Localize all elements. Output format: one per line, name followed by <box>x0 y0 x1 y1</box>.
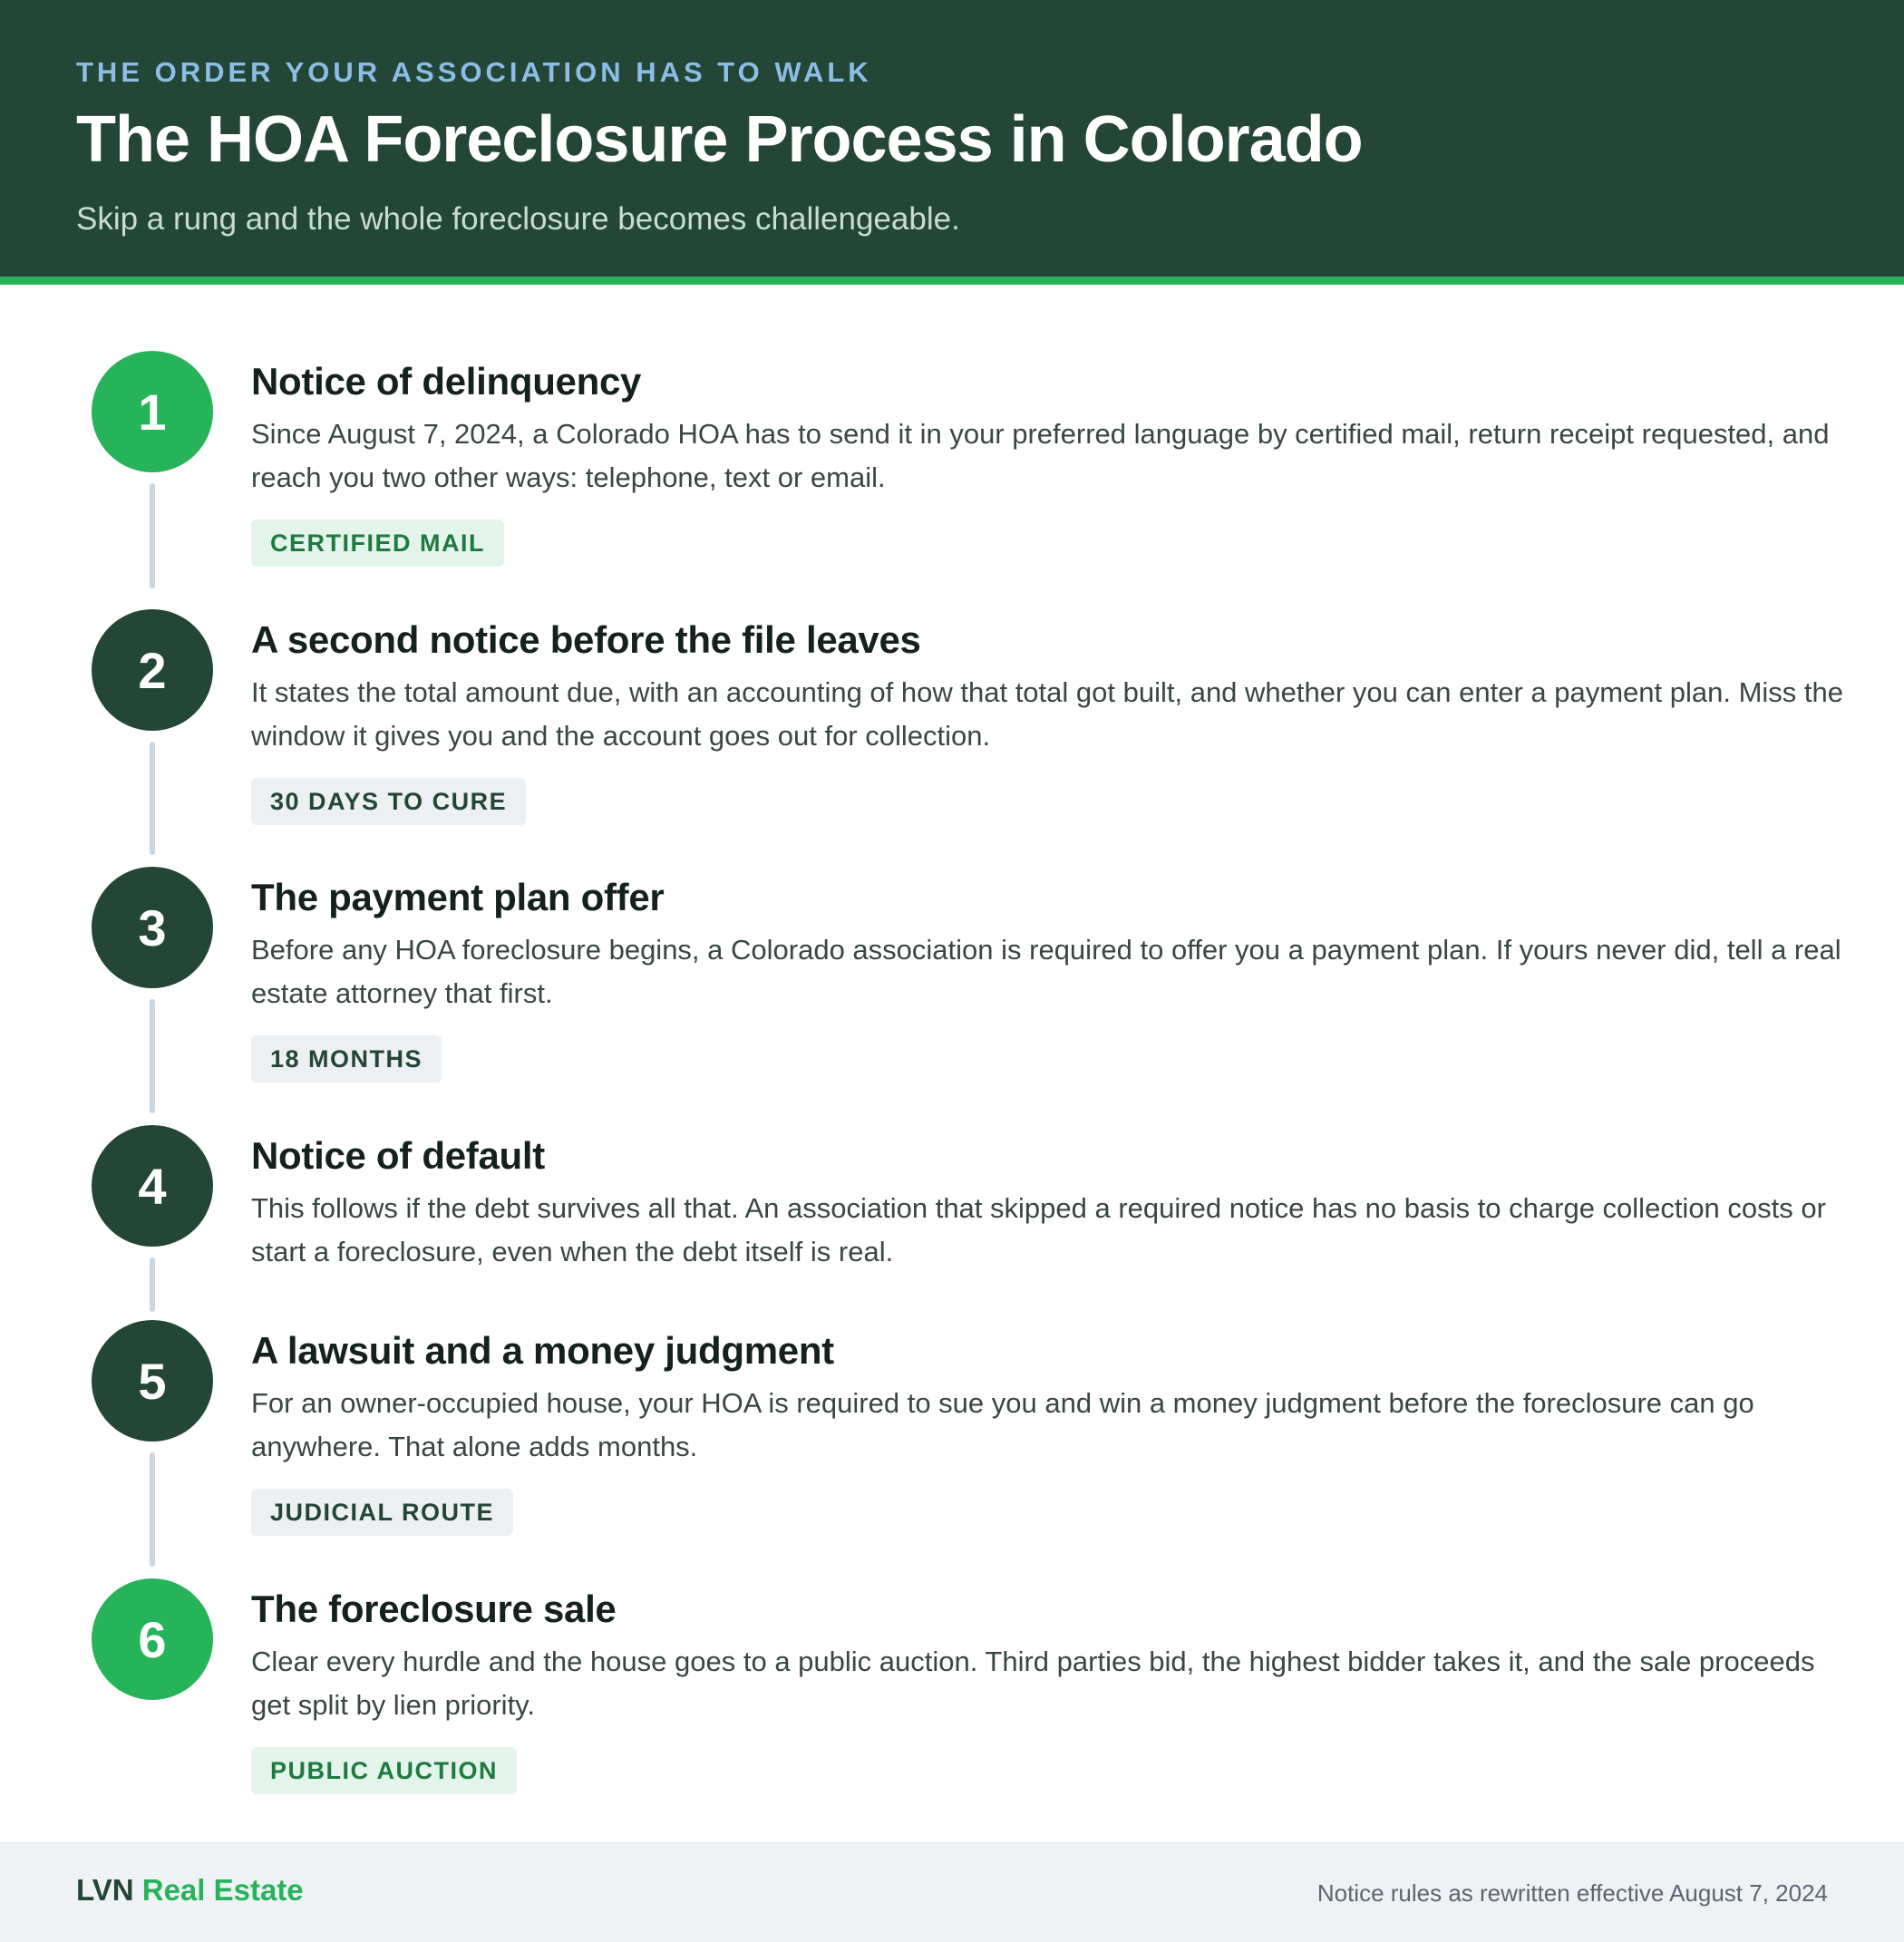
step-description: Since August 7, 2024, a Colorado HOA has to send it in your preferred language by certified mail, return receipt requested, and reach you two other ways: telephone, text or email. <box>251 418 1830 493</box>
page-footer <box>0 1842 1904 1942</box>
step-number-badge: 3 <box>92 867 213 988</box>
step-number-badge: 6 <box>92 1578 213 1700</box>
step-tag: 18 MONTHS <box>251 1035 442 1083</box>
step-title: Notice of delinquency <box>251 360 642 403</box>
step-title: The payment plan offer <box>251 876 665 918</box>
step-title: Notice of default <box>251 1134 545 1177</box>
timeline-connector <box>150 999 155 1113</box>
step-number-badge: 2 <box>92 609 213 731</box>
step-tag: JUDICIAL ROUTE <box>251 1489 513 1536</box>
step-tag: 30 DAYS TO CURE <box>251 778 526 825</box>
page-title: The HOA Foreclosure Process in Colorado <box>76 103 1363 176</box>
step-number-badge: 5 <box>92 1320 213 1442</box>
eyebrow-text: THE ORDER YOUR ASSOCIATION HAS TO WALK <box>76 56 872 88</box>
step-title: A second notice before the file leaves <box>251 618 921 661</box>
brand-name-part2: Real Estate <box>141 1873 304 1907</box>
brand-logo <box>76 1873 304 1908</box>
step-number-badge: 4 <box>92 1125 213 1247</box>
footer-note: Notice rules as rewritten effective August 7, 2024 <box>1316 1879 1828 1907</box>
page-subtitle: Skip a rung and the whole foreclosure becomes challengeable. <box>76 201 960 237</box>
step-number-badge: 1 <box>92 351 213 472</box>
step-tag: PUBLIC AUCTION <box>251 1747 517 1794</box>
step-description: It states the total amount due, with an accounting of how that total got built, and whether you can enter a payment plan. Miss the window it gives you and the account goes out for collection. <box>251 676 1844 752</box>
timeline-connector <box>150 742 155 855</box>
step-description: For an owner-occupied house, your HOA is required to sue you and win a money judgment before the foreclosure can go anywhere. That alone adds months. <box>251 1387 1754 1462</box>
page-header <box>0 0 1904 285</box>
step-tag: CERTIFIED MAIL <box>251 519 504 567</box>
timeline-connector <box>150 483 155 588</box>
step-description: This follows if the debt survives all that. An association that skipped a required notice has no basis to charge collection costs or start a foreclosure, even when the debt itself is real. <box>251 1192 1826 1267</box>
step-title: The foreclosure sale <box>251 1588 617 1630</box>
step-description: Before any HOA foreclosure begins, a Colorado association is required to offer you a payment plan. If yours never did, tell a real estate attorney that first. <box>251 934 1841 1009</box>
timeline-connector <box>150 1257 155 1312</box>
step-description: Clear every hurdle and the house goes to a public auction. Third parties bid, the highest bidder takes it, and the sale proceeds get split by lien priority. <box>251 1646 1815 1721</box>
timeline-connector <box>150 1452 155 1567</box>
step-title: A lawsuit and a money judgment <box>251 1329 834 1372</box>
brand-name-part1: LVN <box>76 1873 134 1907</box>
